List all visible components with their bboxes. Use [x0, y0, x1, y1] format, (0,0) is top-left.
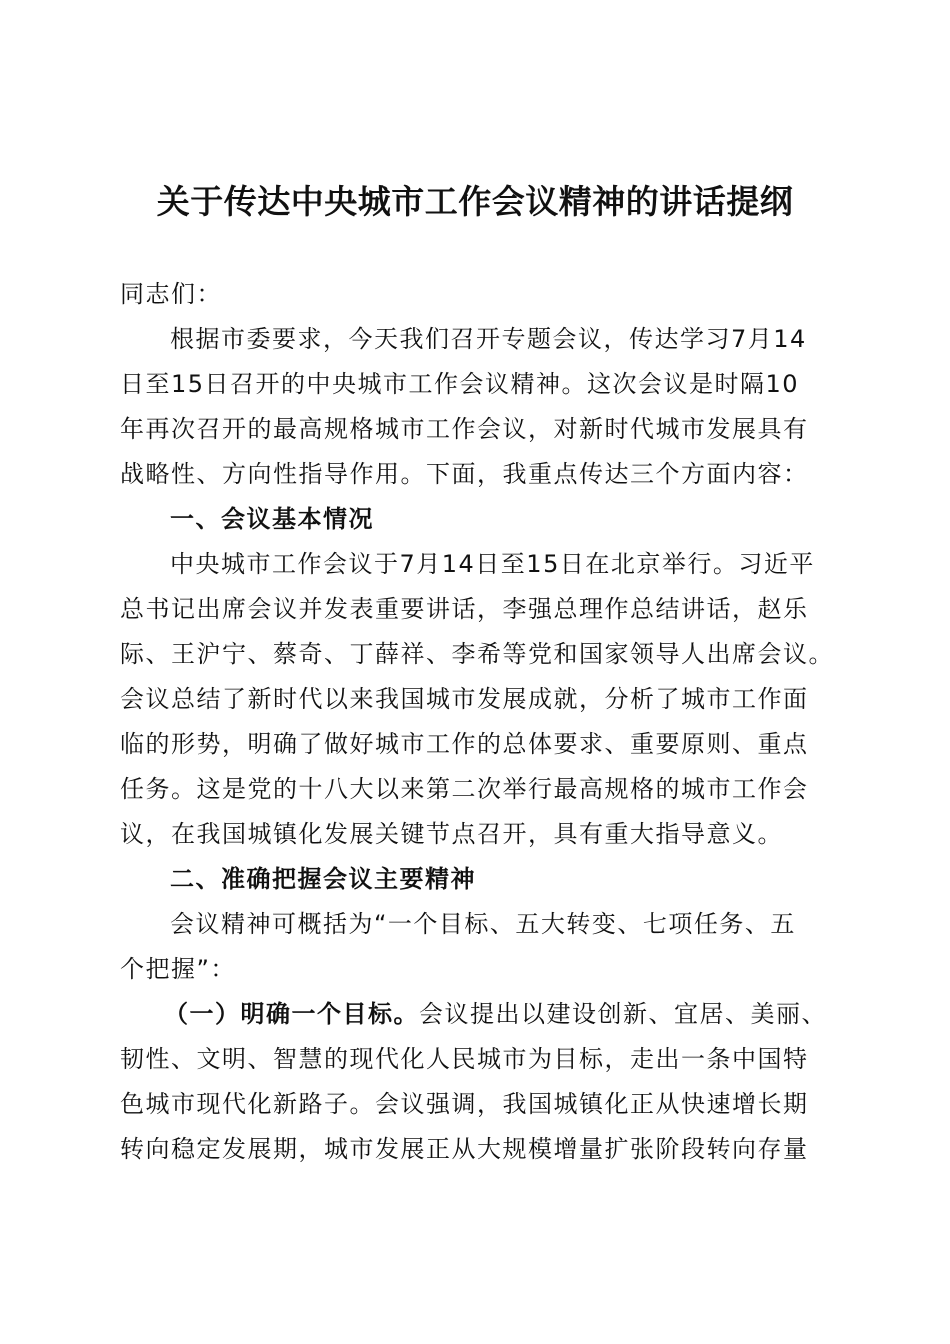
paragraph-line: 议，在我国城镇化发展关键节点召开，具有重大指导意义。: [120, 820, 783, 848]
paragraph-line: 年再次召开的最高规格城市工作会议，对新时代城市发展具有: [120, 415, 809, 443]
paragraph-line: 根据市委要求，今天我们召开专题会议，传达学习7月14: [170, 325, 807, 353]
section-heading-2: 二、准确把握会议主要精神: [170, 865, 476, 893]
paragraph-line: 任务。这是党的十八大以来第二次举行最高规格的城市工作会: [120, 775, 809, 803]
document-body: [120, 272, 835, 1172]
document-title: 关于传达中央城市工作会议精神的讲话提纲: [156, 182, 794, 221]
paragraph-line: 色城市现代化新路子。会议强调，我国城镇化正从快速增长期: [120, 1090, 809, 1118]
paragraph-line: 会议精神可概括为“一个目标、五大转变、七项任务、五: [170, 910, 796, 938]
paragraph-line: 总书记出席会议并发表重要讲话，李强总理作总结讲话，赵乐: [120, 595, 809, 623]
paragraph-line: 韧性、文明、智慧的现代化人民城市为目标，走出一条中国特: [120, 1045, 809, 1073]
subsection-line: [120, 992, 835, 1037]
paragraph-line: 个把握”：: [120, 955, 236, 983]
salutation: 同志们：: [120, 280, 222, 308]
paragraph-line: 中央城市工作会议于7月14日至15日在北京举行。习近平: [170, 550, 815, 578]
paragraph-line: 临的形势，明确了做好城市工作的总体要求、重要原则、重点: [120, 730, 809, 758]
section-heading-1: 一、会议基本情况: [170, 505, 374, 533]
subsection-lead: （一）明确一个目标。: [164, 1000, 419, 1028]
paragraph-line: 会议总结了新时代以来我国城市发展成就，分析了城市工作面: [120, 685, 809, 713]
paragraph-line: 日至15日召开的中央城市工作会议精神。这次会议是时隔10: [120, 370, 800, 398]
subsection-text: 会议提出以建设创新、宜居、美丽、: [419, 1000, 827, 1028]
paragraph-line: 转向稳定发展期，城市发展正从大规模增量扩张阶段转向存量: [120, 1135, 809, 1163]
paragraph-line: 战略性、方向性指导作用。下面，我重点传达三个方面内容：: [120, 460, 809, 488]
paragraph-line: 际、王沪宁、蔡奇、丁薛祥、李希等党和国家领导人出席会议。: [120, 640, 834, 668]
